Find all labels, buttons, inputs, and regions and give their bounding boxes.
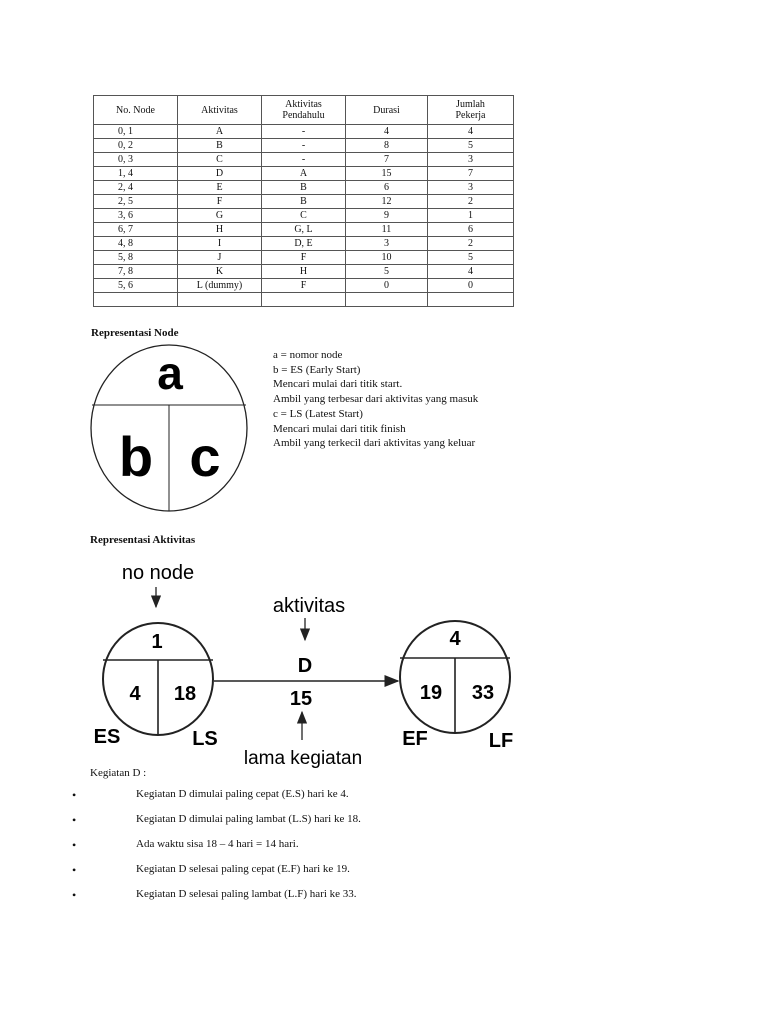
table-cell: 3, 6 (94, 209, 178, 223)
bullet-text: Kegiatan D dimulai paling cepat (E.S) hari ke 4. (136, 788, 349, 800)
header-jumlah-pekerja: Jumlah Pekerja (428, 96, 514, 125)
table-cell: C (262, 209, 346, 223)
table-cell: 2 (428, 237, 514, 251)
table-cell: 10 (346, 251, 428, 265)
table-row (94, 125, 514, 139)
table-cell: 6 (428, 223, 514, 237)
table-cell: 4 (428, 265, 514, 279)
table-cell: 1, 4 (94, 167, 178, 181)
table-cell: 8 (346, 139, 428, 153)
table-row (94, 167, 514, 181)
table-cell: 7, 8 (94, 265, 178, 279)
table-cell (178, 293, 262, 307)
table-cell: - (262, 153, 346, 167)
table-cell: 0 (346, 279, 428, 293)
table-cell: C (178, 153, 262, 167)
table-cell: 4 (428, 125, 514, 139)
table-row (94, 223, 514, 237)
activity-diagram (85, 555, 525, 770)
table-header-row (94, 96, 514, 125)
table-cell: 5, 8 (94, 251, 178, 265)
bullet-icon: • (72, 813, 77, 827)
right-node-number: 4 (449, 628, 461, 650)
table-cell: H (178, 223, 262, 237)
right-node-ef: 19 (419, 682, 443, 704)
table-cell (428, 293, 514, 307)
label-lf: LF (488, 730, 514, 752)
bullet-icon: • (72, 888, 77, 902)
table-cell: 4 (346, 125, 428, 139)
bullet-text: Ada waktu sisa 18 – 4 hari = 14 hari. (136, 838, 299, 850)
table-cell: - (262, 139, 346, 153)
table-row (94, 293, 514, 307)
kegiatan-title: Kegiatan D : (90, 767, 147, 779)
bullet-text: Kegiatan D selesai paling lambat (L.F) hari ke 33. (136, 888, 357, 900)
table-cell: L (dummy) (178, 279, 262, 293)
activity-section-heading: Representasi Aktivitas (90, 534, 196, 546)
table-cell: 4, 8 (94, 237, 178, 251)
label-es: ES (93, 726, 121, 748)
table-cell: F (262, 251, 346, 265)
header-aktivitas: Aktivitas (178, 96, 262, 125)
bullet-text: Kegiatan D selesai paling cepat (E.F) hari ke 19. (136, 863, 350, 875)
table-row (94, 209, 514, 223)
table-cell: 0, 3 (94, 153, 178, 167)
table-cell: B (262, 181, 346, 195)
node-label-b: b (118, 425, 154, 488)
table-cell: - (262, 125, 346, 139)
table-cell: 2, 4 (94, 181, 178, 195)
table-cell: 12 (346, 195, 428, 209)
left-node-es: 4 (129, 683, 141, 705)
label-lama-kegiatan: lama kegiatan (243, 748, 363, 769)
table-cell: A (262, 167, 346, 181)
table-cell: D, E (262, 237, 346, 251)
activity-table (93, 95, 514, 307)
note-line: Ambil yang terkecil dari aktivitas yang keluar (273, 437, 476, 450)
table-cell: 5 (346, 265, 428, 279)
note-line: b = ES (Early Start) (273, 363, 361, 376)
note-line: a = nomor node (273, 349, 343, 361)
table-row (94, 195, 514, 209)
table-cell (262, 293, 346, 307)
header-no-node: No. Node (94, 96, 178, 125)
table-cell: G (178, 209, 262, 223)
table-cell: A (178, 125, 262, 139)
note-line: c = LS (Latest Start) (273, 407, 363, 420)
activity-name: D (297, 655, 313, 677)
table-cell: 2, 5 (94, 195, 178, 209)
table-cell: E (178, 181, 262, 195)
table-cell: 5 (428, 251, 514, 265)
right-node-lf: 33 (471, 682, 495, 704)
table-cell: 1 (428, 209, 514, 223)
table-row (94, 181, 514, 195)
header-durasi: Durasi (346, 96, 428, 125)
table-cell: J (178, 251, 262, 265)
table-cell: 3 (428, 181, 514, 195)
left-node-ls: 18 (173, 683, 197, 705)
table-cell: 0, 1 (94, 125, 178, 139)
table-cell: F (178, 195, 262, 209)
table-cell: G, L (262, 223, 346, 237)
table-row (94, 265, 514, 279)
table-row (94, 153, 514, 167)
table-row (94, 251, 514, 265)
table-row (94, 237, 514, 251)
table-cell: B (262, 195, 346, 209)
bullet-text: Kegiatan D dimulai paling lambat (L.S) hari ke 18. (136, 813, 361, 825)
table-cell: 6 (346, 181, 428, 195)
table-row (94, 279, 514, 293)
note-line: Mencari mulai dari titik start. (273, 378, 403, 391)
table-cell (94, 293, 178, 307)
table-cell: 7 (346, 153, 428, 167)
table-body (94, 125, 514, 307)
left-node-number: 1 (151, 631, 163, 653)
table-cell: 9 (346, 209, 428, 223)
table-cell: 3 (428, 153, 514, 167)
table-row (94, 139, 514, 153)
node-label-c: c (189, 425, 221, 488)
label-aktivitas: aktivitas (272, 595, 346, 617)
node-label-a: a (157, 347, 183, 399)
table-cell: 5, 6 (94, 279, 178, 293)
table-cell: 15 (346, 167, 428, 181)
table-cell: 2 (428, 195, 514, 209)
header-aktivitas-pendahulu: Aktivitas Pendahulu (262, 96, 346, 125)
activity-duration: 15 (289, 688, 313, 710)
table-cell (346, 293, 428, 307)
table-cell: F (262, 279, 346, 293)
table-cell: B (178, 139, 262, 153)
table-cell: 0, 2 (94, 139, 178, 153)
note-line: Ambil yang terbesar dari aktivitas yang masuk (273, 393, 479, 406)
table-cell: 5 (428, 139, 514, 153)
table-cell: 11 (346, 223, 428, 237)
node-diagram (88, 342, 252, 514)
table-cell: H (262, 265, 346, 279)
table-cell: I (178, 237, 262, 251)
table-cell: 3 (346, 237, 428, 251)
node-section-heading: Representasi Node (91, 327, 179, 339)
bullet-icon: • (72, 788, 77, 802)
label-no-node: no node (121, 562, 195, 584)
table-cell: D (178, 167, 262, 181)
table-cell: 0 (428, 279, 514, 293)
table-cell: 7 (428, 167, 514, 181)
node-notes (273, 348, 478, 451)
table-cell: K (178, 265, 262, 279)
label-ef: EF (402, 728, 428, 750)
note-line: Mencari mulai dari titik finish (273, 422, 406, 435)
bullet-icon: • (72, 838, 77, 852)
bullet-icon: • (72, 863, 77, 877)
table-cell: 6, 7 (94, 223, 178, 237)
label-ls: LS (192, 728, 218, 750)
